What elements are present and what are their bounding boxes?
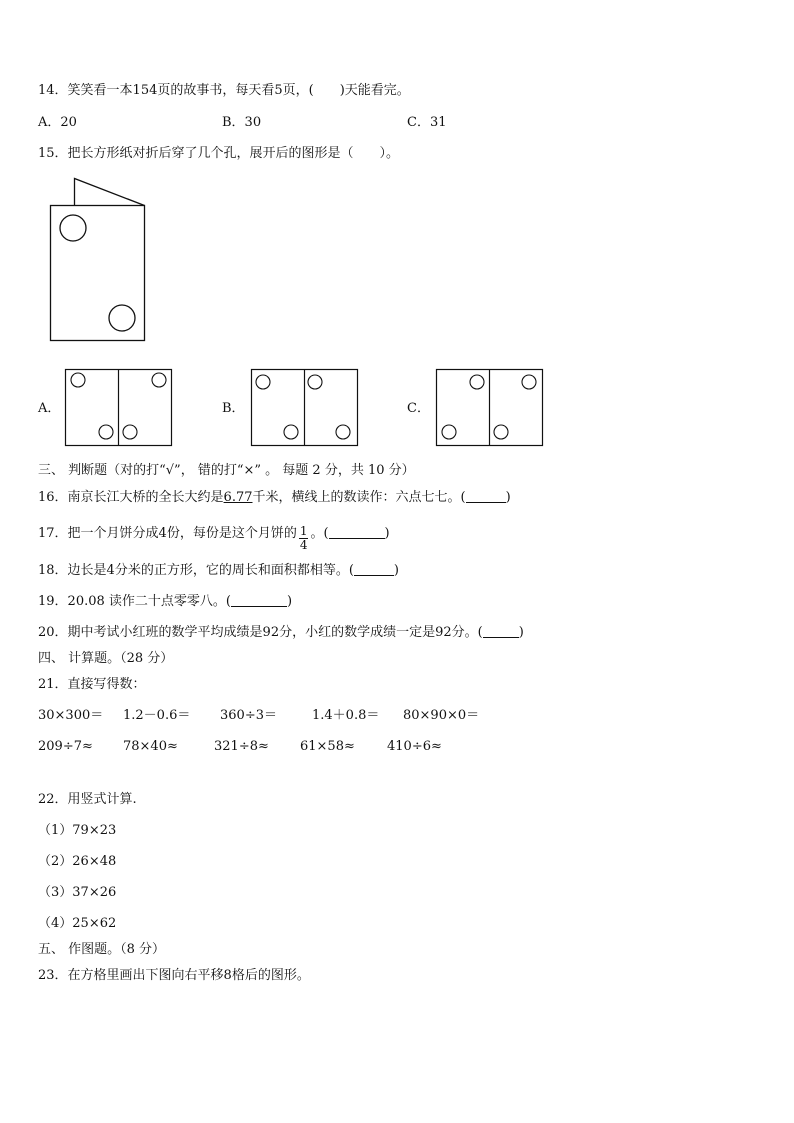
q22-item: （2）26×48 [38, 854, 117, 869]
q21-row2-item: 61×58≈ [300, 739, 355, 754]
q21-row1-item: 80×90×0＝ [403, 708, 480, 723]
q19-answer-blank[interactable] [231, 592, 287, 607]
section5-title: 五、 作图题。（8 分） [38, 942, 166, 957]
q16-text [38, 488, 511, 507]
q14-text: 14．笑笑看一本154页的故事书，每天看5页，( )天能看完。 [38, 83, 410, 98]
q17-after: 。( [310, 526, 329, 541]
q21-row1-item: 360÷3＝ [220, 708, 277, 723]
q22-item: （3）37×26 [38, 885, 117, 900]
q17-fraction [299, 525, 309, 552]
q22-title: 22．用竖式计算. [38, 792, 137, 807]
q18-body: 18．边长是4分米的正方形，它的周长和面积都相等。( [38, 563, 354, 578]
q21-row2-item: 410÷6≈ [387, 739, 442, 754]
q19-body: 19．20.08 读作二十点零零八。( [38, 594, 231, 609]
q21-row1-item: 30×300＝ [38, 708, 104, 723]
q21-row2-item: 78×40≈ [123, 739, 178, 754]
section3-title: 三、 判断题（对的打“√”， 错的打“×” 。 每题 2 分，共 10 分） [38, 463, 415, 478]
q20-text [38, 623, 524, 642]
q21-row2-item: 209÷7≈ [38, 739, 93, 754]
q18-text [38, 561, 399, 580]
q18-close: ) [393, 563, 399, 578]
q20-answer-blank[interactable] [483, 623, 519, 638]
q15-option-a-figure[interactable] [64, 368, 174, 448]
q15-option-c-figure[interactable] [435, 368, 545, 448]
q15-option-b-figure[interactable] [250, 368, 360, 448]
q16-after: 千米，横线上的数读作：六点七七。( [252, 490, 466, 505]
q17-text [38, 524, 390, 552]
q14-option-b[interactable]: B．30 [222, 115, 262, 130]
q15-option-b-label[interactable]: B． [222, 401, 245, 416]
q17-fraction-denominator: 4 [299, 538, 308, 552]
q21-row1-item: 1.2－0.6＝ [123, 708, 191, 723]
q18-answer-blank[interactable] [354, 561, 394, 576]
q15-folded-paper-figure [48, 176, 148, 344]
q16-answer-blank[interactable] [466, 488, 506, 503]
q21-row2-item: 321÷8≈ [214, 739, 269, 754]
q19-close: ) [286, 594, 293, 609]
q16-before: 16．南京长江大桥的全长大约是 [38, 490, 224, 505]
q16-close: ) [505, 490, 511, 505]
section4-title: 四、 计算题。（28 分） [38, 651, 174, 666]
q20-close: ) [518, 625, 524, 640]
q15-option-a-label[interactable]: A． [38, 401, 61, 416]
q17-answer-blank[interactable] [329, 524, 385, 539]
q21-title: 21．直接写得数： [38, 677, 146, 692]
q23-text: 23．在方格里画出下图向右平移8格后的图形。 [38, 968, 310, 983]
q14-option-a[interactable]: A．20 [38, 115, 77, 130]
q21-row1-item: 1.4＋0.8＝ [312, 708, 380, 723]
q15-option-c-label[interactable]: C． [407, 401, 430, 416]
q17-before: 17．把一个月饼分成4份，每份是这个月饼的 [38, 526, 297, 541]
q15-text: 15．把长方形纸对折后穿了几个孔，展开后的图形是（ ）。 [38, 146, 400, 161]
q22-item: （1）79×23 [38, 823, 117, 838]
q22-item: （4）25×62 [38, 916, 117, 931]
q17-fraction-numerator: 1 [299, 524, 308, 538]
q20-body: 20．期中考试小红班的数学平均成绩是92分，小红的数学成绩一定是92分。( [38, 625, 483, 640]
q19-text [38, 592, 292, 611]
q17-close: ) [384, 526, 390, 541]
q16-underlined-number: 6.77 [223, 490, 253, 505]
q14-option-c[interactable]: C．31 [407, 115, 447, 130]
